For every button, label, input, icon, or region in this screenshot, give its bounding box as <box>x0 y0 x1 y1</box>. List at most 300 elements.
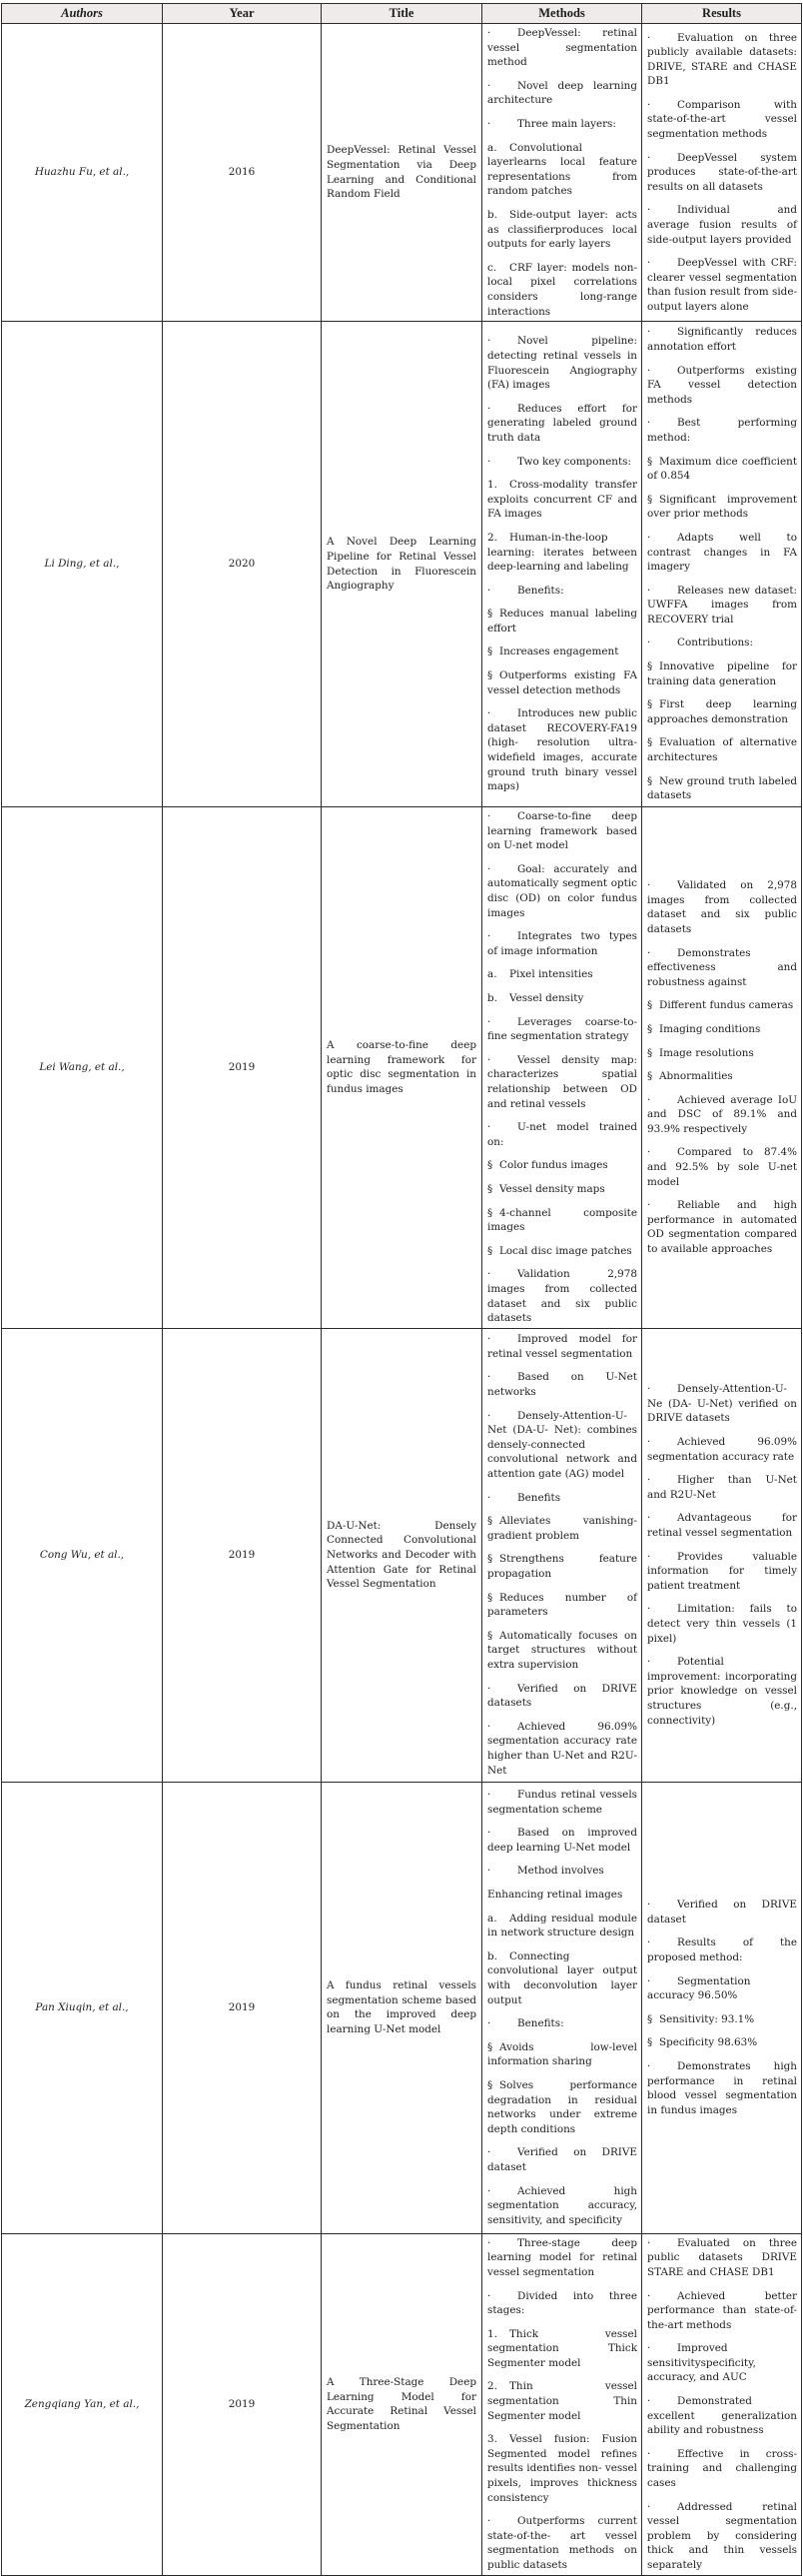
item-text: Achieved 96.09% segmentation accuracy rate higher than U-Net and R2U-Net <box>487 1720 637 1777</box>
method-item <box>487 2040 637 2069</box>
item-text: Outperforms current state-of-the- art vessel segmentation methods on public datasets <box>487 2515 637 2571</box>
result-item <box>647 1602 797 1646</box>
section-bullet-icon: § <box>487 1629 493 1642</box>
method-item <box>487 117 637 132</box>
method-item <box>487 2078 637 2136</box>
table-row <box>2 2233 802 2575</box>
section-bullet-icon: § <box>647 660 653 673</box>
list-marker: 2. <box>487 2380 497 2393</box>
author-cell: Lei Wang, et al., <box>2 807 163 1329</box>
bullet-icon: · <box>487 930 491 943</box>
result-item <box>647 1974 797 2003</box>
method-item <box>487 1826 637 1855</box>
item-text: New ground truth labeled datasets <box>647 774 797 802</box>
item-text: Fundus retinal vessels segmentation scheme <box>487 1789 637 1816</box>
list-marker: b. <box>487 1949 497 1962</box>
item-text: Benefits: <box>517 584 564 597</box>
results-cell <box>642 2233 802 2575</box>
method-item <box>487 1912 637 1940</box>
section-bullet-icon: § <box>487 1206 493 1219</box>
item-text: Three main layers: <box>517 117 616 130</box>
method-item <box>487 1552 637 1581</box>
result-item <box>647 946 797 990</box>
item-text: Novel pipeline: detecting retinal vessels in Fluorescein Angiography (FA) images <box>487 335 637 392</box>
item-text: Integrates two types of image information <box>487 930 637 957</box>
item-text: Validation 2,978 images from collected dataset and six public datasets <box>487 1268 637 1325</box>
table-body <box>2 24 802 2576</box>
item-text: Divided into three stages: <box>487 2289 637 2317</box>
bullet-icon: · <box>487 79 491 92</box>
item-text: Benefits: <box>517 2017 564 2030</box>
result-item <box>647 1511 797 1540</box>
result-item <box>647 735 797 764</box>
bullet-icon: · <box>487 2184 491 2197</box>
item-text: Pixel intensities <box>509 968 593 981</box>
section-bullet-icon: § <box>487 1159 493 1172</box>
section-bullet-icon: § <box>487 1553 493 1566</box>
results-cell <box>642 322 802 807</box>
bullet-icon: · <box>487 1333 491 1346</box>
result-item <box>647 151 797 195</box>
methods-cell <box>482 1782 642 2233</box>
bullet-icon: · <box>647 204 651 217</box>
bullet-icon: · <box>647 946 651 959</box>
title-cell: A coarse-to-fine deep learning framework for optic disc segmentation in fundus images <box>322 807 482 1329</box>
section-bullet-icon: § <box>487 1515 493 1528</box>
item-text: Achieved better performance than state-of-the-art methods <box>647 2289 797 2331</box>
section-bullet-icon: § <box>487 2079 493 2091</box>
item-text: Evaluation on three publicly available datasets: DRIVE, STARE and CHASE DB1 <box>647 31 797 88</box>
bullet-icon: · <box>647 1656 651 1669</box>
methods-cell <box>482 2233 642 2575</box>
section-bullet-icon: § <box>647 1046 653 1059</box>
method-item <box>487 607 637 636</box>
bullet-icon: · <box>487 2236 491 2249</box>
item-text: Solves performance degradation in residual networks under extreme depth conditions <box>487 2079 637 2135</box>
item-text: Goal: accurately and automatically segment optic disc (OD) on color fundus images <box>487 862 637 919</box>
section-bullet-icon: § <box>647 774 653 787</box>
item-text: Specificity 98.63% <box>659 2036 758 2049</box>
item-text: Releases new dataset: UWFFA images from RECOVERY trial <box>647 584 797 626</box>
item-text: Densely-Attention-U-Net (DA-U- Net): combines densely-connected convolutional network and attention gate (AG) model <box>487 1409 637 1481</box>
bullet-icon: · <box>487 1865 491 1878</box>
method-item <box>487 1267 637 1325</box>
method-item <box>487 991 637 1006</box>
author-cell: Li Ding, et al., <box>2 322 163 807</box>
result-item <box>647 1069 797 1084</box>
result-item <box>647 455 797 484</box>
item-text: Validated on 2,978 images from collected dataset and six public datasets <box>647 879 797 935</box>
item-text: DeepVessel system produces state-of-the-art results on all datasets <box>647 151 797 193</box>
method-item <box>487 1514 637 1543</box>
item-text: Leverages coarse-to-fine segmentation strategy <box>487 1015 637 1043</box>
bullet-icon: · <box>487 117 491 130</box>
list-marker: 1. <box>487 2327 497 2340</box>
method-item <box>487 2236 637 2280</box>
item-text: Vessel density maps <box>499 1182 605 1195</box>
bullet-icon: · <box>647 879 651 892</box>
item-text: DeepVessel: retinal vessel segmentation method <box>487 27 637 69</box>
method-item <box>487 2016 637 2031</box>
bullet-icon: · <box>487 335 491 348</box>
bullet-icon: · <box>487 1015 491 1028</box>
bullet-icon: · <box>487 1827 491 1840</box>
bullet-icon: · <box>647 637 651 649</box>
header-row <box>2 4 802 24</box>
method-item <box>487 1864 637 1879</box>
bullet-icon: · <box>647 98 651 111</box>
item-text: Side-output layer: acts as classifierproduces local outputs for early layers <box>487 208 637 251</box>
result-item <box>647 636 797 650</box>
header-results: Results <box>642 4 802 24</box>
item-text: Evaluated on three public datasets DRIVE STARE and CHASE DB1 <box>647 2236 797 2278</box>
bullet-icon: · <box>647 584 651 597</box>
item-text: Compared to 87.4% and 92.5% by sole U-net model <box>647 1146 797 1188</box>
method-item <box>487 531 637 575</box>
section-bullet-icon: § <box>487 608 493 621</box>
result-item <box>647 1022 797 1037</box>
list-marker: 2. <box>487 531 497 544</box>
method-item <box>487 2379 637 2423</box>
method-item <box>487 334 637 392</box>
bullet-icon: · <box>647 364 651 377</box>
bullet-icon: · <box>487 1121 491 1134</box>
method-item <box>487 584 637 599</box>
methods-cell <box>482 24 642 322</box>
method-item <box>487 809 637 853</box>
result-item <box>647 2394 797 2438</box>
bullet-icon: · <box>647 1899 651 1912</box>
method-item <box>487 1888 637 1903</box>
result-item <box>647 325 797 354</box>
item-text: Achieved 96.09% segmentation accuracy rate <box>647 1436 797 1463</box>
title-cell: DeepVessel: Retinal Vessel Segmentation via Deep Learning and Conditional Random Field <box>322 24 482 322</box>
item-text: Achieved average IoU and DSC of 89.1% and 93.9% respectively <box>647 1093 797 1135</box>
item-text: Enhancing retinal images <box>487 1889 623 1902</box>
section-bullet-icon: § <box>487 1244 493 1257</box>
item-text: Comparison with state-of-the-art vessel segmentation methods <box>647 98 797 141</box>
section-bullet-icon: § <box>487 1182 493 1195</box>
item-text: Verified on DRIVE dataset <box>487 2146 637 2173</box>
bullet-icon: · <box>647 1474 651 1487</box>
result-item <box>647 1935 797 1964</box>
bullet-icon: · <box>487 862 491 875</box>
section-bullet-icon: § <box>647 2036 653 2049</box>
method-item <box>487 1158 637 1173</box>
item-text: Contributions: <box>677 637 753 649</box>
section-bullet-icon: § <box>647 999 653 1012</box>
item-text: Verified on DRIVE datasets <box>487 1682 637 1710</box>
item-text: Based on improved deep learning U-Net model <box>487 1827 637 1854</box>
header-authors: Authors <box>2 4 163 24</box>
bullet-icon: · <box>487 810 491 823</box>
bullet-icon: · <box>647 257 651 270</box>
title-cell: A Novel Deep Learning Pipeline for Retinal Vessel Detection in Fluorescein Angiography <box>322 322 482 807</box>
item-text: Introduces new public dataset RECOVERY-FA19 (high- resolution ultra-widefield images, accurate ground truth binary vessel maps) <box>487 707 637 793</box>
result-item <box>647 31 797 89</box>
method-item <box>487 1409 637 1482</box>
year-cell: 2019 <box>163 1782 322 2233</box>
item-text: Method involves <box>517 1865 604 1878</box>
item-text: Based on U-Net networks <box>487 1371 637 1399</box>
table-row <box>2 1328 802 1782</box>
list-marker: a. <box>487 968 497 981</box>
item-text: Human-in-the-loop learning: iterates between deep-learning and labeling <box>487 531 637 574</box>
result-item <box>647 1046 797 1061</box>
item-text: Best performing method: <box>647 417 797 444</box>
item-text: Demonstrated excellent generalization ability and robustness <box>647 2395 797 2437</box>
result-item <box>647 1473 797 1502</box>
item-text: Connecting convolutional layer output with deconvolution layer output <box>487 1949 637 2006</box>
item-text: Cross-modality transfer exploits concurrent CF and FA images <box>487 479 637 521</box>
item-text: Potential improvement: incorporating prior knowledge on vessel structures (e.g., connectivity) <box>647 1656 797 1727</box>
list-marker: a. <box>487 141 497 154</box>
bullet-icon: · <box>647 2289 651 2302</box>
bullet-icon: · <box>487 584 491 597</box>
section-bullet-icon: § <box>487 645 493 658</box>
item-text: Reduces manual labeling effort <box>487 608 637 635</box>
method-item <box>487 668 637 697</box>
result-item <box>647 584 797 628</box>
title-cell: A Three-Stage Deep Learning Model for Accurate Retinal Vessel Segmentation <box>322 2233 482 2575</box>
item-text: Significant improvement over prior methods <box>647 493 797 521</box>
result-item <box>647 2289 797 2333</box>
item-text: Novel deep learning architecture <box>487 79 637 107</box>
item-text: Adding residual module in network structure design <box>487 1912 637 1939</box>
result-item <box>647 416 797 445</box>
header-title: Title <box>322 4 482 24</box>
item-text: Outperforms existing FA vessel detection methods <box>647 364 797 406</box>
bullet-icon: · <box>487 1409 491 1422</box>
list-marker: a. <box>487 1912 497 1925</box>
item-text: Local disc image patches <box>499 1244 632 1257</box>
bullet-icon: · <box>647 1936 651 1949</box>
result-item <box>647 2012 797 2027</box>
result-item <box>647 1093 797 1137</box>
item-text: Demonstrates high performance in retinal blood vessel segmentation in fundus images <box>647 2059 797 2116</box>
bullet-icon: · <box>487 1053 491 1066</box>
result-item <box>647 697 797 726</box>
result-item <box>647 878 797 936</box>
method-item <box>487 478 637 522</box>
item-text: Significantly reduces annotation effort <box>647 326 797 353</box>
method-item <box>487 1370 637 1399</box>
section-bullet-icon: § <box>647 698 653 711</box>
list-marker: b. <box>487 208 497 221</box>
method-item <box>487 1491 637 1506</box>
method-item <box>487 2514 637 2572</box>
list-marker: b. <box>487 992 497 1005</box>
method-item <box>487 1629 637 1673</box>
year-cell: 2019 <box>163 807 322 1329</box>
result-item <box>647 2035 797 2050</box>
author-cell: Pan Xiuqin, et al., <box>2 1782 163 2233</box>
item-text: Innovative pipeline for training data generation <box>647 660 797 687</box>
result-item <box>647 1198 797 1256</box>
item-text: Limitation: fails to detect very thin vessels (1 pixel) <box>647 1603 797 1645</box>
method-item <box>487 402 637 446</box>
method-item <box>487 644 637 659</box>
item-text: Provides valuable information for timely patient treatment <box>647 1550 797 1592</box>
result-item <box>647 2236 797 2280</box>
item-text: CRF layer: models non-local pixel correlations considers long-range interactions <box>487 261 637 318</box>
bullet-icon: · <box>647 2500 651 2513</box>
item-text: Coarse-to-fine deep learning framework based on U-net model <box>487 810 637 852</box>
section-bullet-icon: § <box>487 1591 493 1604</box>
bullet-icon: · <box>487 1682 491 1695</box>
bullet-icon: · <box>647 1146 651 1159</box>
method-item <box>487 26 637 70</box>
method-item <box>487 141 637 199</box>
bullet-icon: · <box>647 1436 651 1449</box>
method-item <box>487 261 637 319</box>
method-item <box>487 706 637 794</box>
method-item <box>487 1949 637 2007</box>
result-item <box>647 203 797 247</box>
list-marker: 1. <box>487 479 497 492</box>
author-cell: Zengqiang Yan, et al., <box>2 2233 163 2575</box>
item-text: DeepVessel with CRF: clearer vessel segmentation than fusion result from side-output layers alone <box>647 257 797 313</box>
item-text: Improved sensitivityspecificity, accuracy, and AUC <box>647 2342 756 2384</box>
item-text: Alleviates vanishing-gradient problem <box>487 1515 637 1542</box>
year-cell: 2016 <box>163 24 322 322</box>
table-row <box>2 807 802 1329</box>
bullet-icon: · <box>647 1974 651 1987</box>
item-text: Abnormalities <box>659 1070 733 1083</box>
item-text: Maximum dice coefficient of 0.854 <box>647 455 797 483</box>
result-item <box>647 2059 797 2117</box>
table-row <box>2 322 802 807</box>
bullet-icon: · <box>487 707 491 720</box>
item-text: Color fundus images <box>499 1159 608 1172</box>
bullet-icon: · <box>647 1512 651 1525</box>
result-item <box>647 1382 797 1426</box>
bullet-icon: · <box>487 1371 491 1384</box>
bullet-icon: · <box>647 2447 651 2460</box>
result-item <box>647 2447 797 2491</box>
result-item <box>647 2341 797 2385</box>
section-bullet-icon: § <box>647 455 653 468</box>
item-text: Automatically focuses on target structures without extra supervision <box>487 1629 637 1671</box>
method-item <box>487 79 637 108</box>
section-bullet-icon: § <box>487 2040 493 2053</box>
item-text: Results of the proposed method: <box>647 1936 797 1963</box>
list-marker: 3. <box>487 2433 497 2446</box>
header-methods: Methods <box>482 4 642 24</box>
item-text: Different fundus cameras <box>659 999 794 1012</box>
section-bullet-icon: § <box>487 669 493 682</box>
item-text: First deep learning approaches demonstration <box>647 698 797 725</box>
method-item <box>487 1182 637 1197</box>
item-text: Vessel density <box>509 992 584 1005</box>
results-cell <box>642 1328 802 1782</box>
item-text: Higher than U-Net and R2U-Net <box>647 1474 797 1501</box>
section-bullet-icon: § <box>647 2012 653 2025</box>
bullet-icon: · <box>487 2146 491 2159</box>
bullet-icon: · <box>647 1383 651 1396</box>
bullet-icon: · <box>487 1789 491 1802</box>
method-item <box>487 2145 637 2174</box>
method-item <box>487 2327 637 2371</box>
method-item <box>487 929 637 958</box>
method-item <box>487 1682 637 1711</box>
results-cell <box>642 807 802 1329</box>
bullet-icon: · <box>647 1550 651 1563</box>
method-item <box>487 1720 637 1778</box>
item-text: Thin vessel segmentation Thin Segmenter model <box>487 2380 637 2422</box>
section-bullet-icon: § <box>647 1022 653 1035</box>
author-cell: Huazhu Fu, et al., <box>2 24 163 322</box>
bullet-icon: · <box>647 417 651 430</box>
method-item <box>487 967 637 982</box>
item-text: Addressed retinal vessel segmentation problem by considering thick and thin vessels separately <box>647 2500 797 2571</box>
bullet-icon: · <box>647 2236 651 2249</box>
table-row <box>2 1782 802 2233</box>
section-bullet-icon: § <box>647 1070 653 1083</box>
methods-cell <box>482 1328 642 1782</box>
result-item <box>647 1655 797 1728</box>
bullet-icon: · <box>487 1491 491 1504</box>
item-text: Reliable and high performance in automated OD segmentation compared to available approaches <box>647 1199 797 1256</box>
title-cell: A fundus retinal vessels segmentation scheme based on the improved deep learning U-Net model <box>322 1782 482 2233</box>
item-text: Convolutional layerlearns local feature representations from random patches <box>487 141 637 198</box>
item-text: Two key components: <box>517 455 632 468</box>
section-bullet-icon: § <box>647 736 653 749</box>
bullet-icon: · <box>647 1093 651 1106</box>
result-item <box>647 1550 797 1594</box>
bullet-icon: · <box>647 326 651 339</box>
title-cell: DA-U-Net: Densely Connected Convolutional Networks and Decoder with Attention Gate for Retinal Vessel Segmentation <box>322 1328 482 1782</box>
result-item <box>647 98 797 142</box>
item-text: Avoids low-level information sharing <box>487 2040 637 2068</box>
results-cell <box>642 1782 802 2233</box>
year-cell: 2020 <box>163 322 322 807</box>
methods-cell <box>482 807 642 1329</box>
method-item <box>487 2184 637 2228</box>
method-item <box>487 455 637 470</box>
bullet-icon: · <box>647 531 651 544</box>
result-item <box>647 256 797 314</box>
method-item <box>487 208 637 252</box>
result-item <box>647 531 797 575</box>
bullet-icon: · <box>647 31 651 44</box>
item-text: Thick vessel segmentation Thick Segmenter model <box>487 2327 637 2369</box>
method-item <box>487 1332 637 1361</box>
method-item <box>487 1244 637 1259</box>
item-text: Benefits <box>517 1491 561 1504</box>
table-row <box>2 24 802 322</box>
item-text: Imaging conditions <box>659 1022 761 1035</box>
results-cell <box>642 24 802 322</box>
method-item <box>487 1120 637 1149</box>
item-text: Demonstrates effectiveness and robustness against <box>647 946 797 988</box>
item-text: 4-channel composite images <box>487 1206 637 1234</box>
bullet-icon: · <box>487 455 491 468</box>
bullet-icon: · <box>487 27 491 39</box>
list-marker: c. <box>487 261 497 274</box>
methods-cell <box>482 322 642 807</box>
bullet-icon: · <box>487 2515 491 2528</box>
item-text: Three-stage deep learning model for retinal vessel segmentation <box>487 2236 637 2278</box>
bullet-icon: · <box>647 1603 651 1616</box>
item-text: Achieved high segmentation accuracy, sensitivity, and specificity <box>487 2184 637 2226</box>
author-cell: Cong Wu, et al., <box>2 1328 163 1782</box>
literature-review-table <box>1 3 802 2576</box>
bullet-icon: · <box>487 1720 491 1733</box>
result-item <box>647 659 797 688</box>
item-text: Vessel density map: characterizes spatial relationship between OD and retinal vessels <box>487 1053 637 1110</box>
item-text: Segmentation accuracy 96.50% <box>647 1974 751 2002</box>
